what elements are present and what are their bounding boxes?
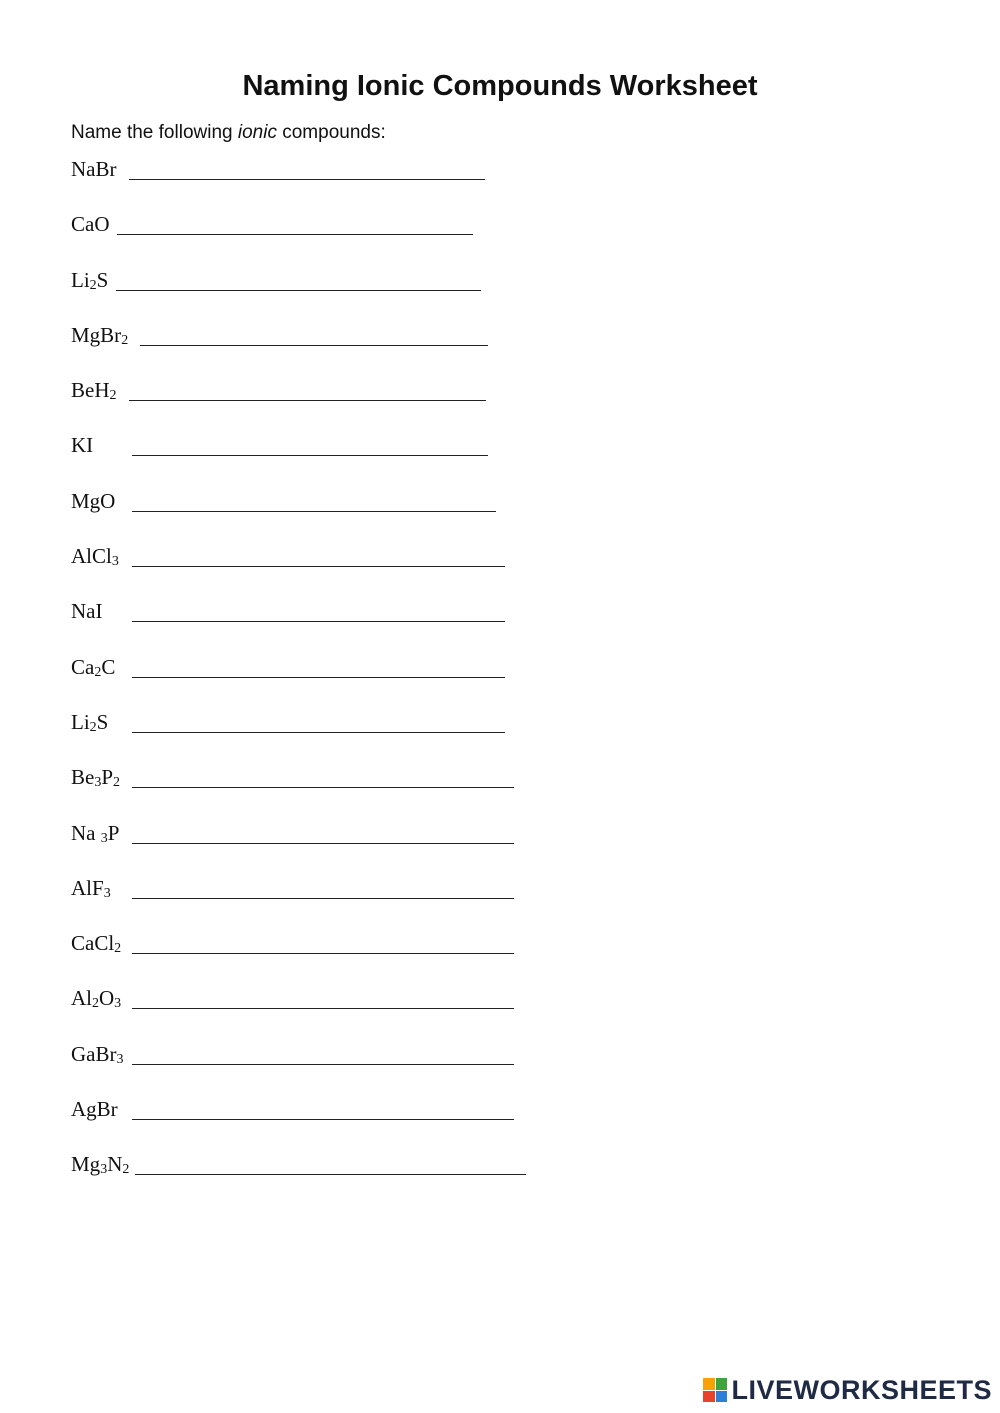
compound-item	[71, 156, 129, 211]
formula-subscript: 3	[100, 830, 108, 846]
answer-blank[interactable]	[117, 234, 473, 235]
formula-symbol: P	[101, 765, 114, 790]
compound-item	[71, 322, 129, 377]
compound-item	[71, 432, 129, 487]
formula-symbol: NaI	[71, 599, 103, 624]
formula-symbol: Li	[71, 709, 90, 734]
compound-item	[71, 543, 129, 598]
logo-square	[703, 1391, 715, 1403]
compound-formula	[71, 432, 93, 458]
compound-item	[71, 211, 129, 266]
answer-blank[interactable]	[140, 345, 488, 346]
answer-blank[interactable]	[132, 787, 514, 788]
formula-subscript: 3	[116, 1051, 124, 1067]
liveworksheets-mark-icon	[703, 1378, 727, 1402]
formula-subscript: 3	[94, 775, 102, 791]
logo-square	[716, 1378, 728, 1390]
compound-formula	[71, 156, 117, 182]
formula-subscript: 2	[92, 996, 99, 1012]
answer-blank[interactable]	[132, 953, 514, 954]
compound-formula	[71, 322, 128, 348]
compound-formula	[71, 820, 119, 846]
formula-subscript: 2	[89, 719, 97, 735]
answer-blank[interactable]	[129, 400, 486, 401]
formula-symbol: MgO	[71, 488, 116, 513]
formula-symbol: S	[96, 709, 109, 734]
compound-formula	[71, 1151, 129, 1177]
compound-formula	[71, 488, 115, 514]
compound-item	[71, 820, 129, 875]
compound-item	[71, 1041, 129, 1096]
compound-item	[71, 267, 129, 322]
compound-formula	[71, 875, 111, 901]
answer-blank[interactable]	[132, 732, 505, 733]
formula-subscript: 2	[121, 332, 129, 348]
formula-symbol: O	[99, 986, 115, 1011]
formula-symbol: AgBr	[71, 1097, 118, 1122]
formula-symbol: AlCl	[71, 544, 112, 569]
answer-blank[interactable]	[129, 179, 485, 180]
answer-blank[interactable]	[132, 677, 505, 678]
formula-symbol: KI	[71, 433, 94, 458]
compound-item	[71, 764, 129, 819]
compound-item	[71, 1151, 129, 1206]
compound-formula	[71, 764, 120, 790]
formula-symbol: P	[107, 820, 120, 845]
formula-symbol: MgBr	[71, 322, 122, 347]
compound-formula	[71, 1041, 124, 1067]
formula-subscript: 3	[114, 996, 122, 1012]
answer-blank[interactable]	[132, 511, 496, 512]
formula-subscript: 3	[100, 1162, 108, 1178]
compound-formula	[71, 985, 121, 1011]
compound-formula	[71, 211, 110, 237]
answer-blank[interactable]	[135, 1174, 526, 1175]
answer-blank[interactable]	[132, 1064, 514, 1065]
logo-square	[716, 1391, 728, 1403]
worksheet-title: Naming Ionic Compounds Worksheet	[242, 70, 758, 102]
formula-subscript: 2	[89, 277, 97, 293]
compound-item	[71, 985, 129, 1040]
answer-blank[interactable]	[132, 1008, 514, 1009]
compound-item	[71, 377, 129, 432]
answer-blank[interactable]	[132, 1119, 514, 1120]
formula-subscript: 2	[109, 388, 117, 404]
answer-blank[interactable]	[132, 621, 505, 622]
compound-formula	[71, 930, 121, 956]
compound-formula	[71, 598, 102, 624]
formula-symbol: C	[101, 654, 116, 679]
answer-blank[interactable]	[132, 898, 514, 899]
formula-subscript: 3	[103, 885, 111, 901]
formula-symbol: AlF	[71, 875, 104, 900]
instructions-text: Name the following	[71, 122, 238, 143]
instructions-emphasis: ionic	[237, 122, 277, 143]
formula-symbol: Na	[71, 820, 101, 845]
compound-list	[71, 156, 129, 1207]
compound-formula	[71, 709, 108, 735]
formula-symbol: N	[107, 1152, 123, 1177]
formula-subscript: 2	[94, 664, 102, 680]
liveworksheets-logo	[703, 1375, 992, 1405]
formula-symbol: GaBr	[71, 1041, 117, 1066]
formula-symbol: Li	[71, 267, 90, 292]
compound-item	[71, 488, 129, 543]
instructions	[71, 122, 386, 144]
answer-blank[interactable]	[132, 455, 488, 456]
formula-subscript: 2	[114, 941, 122, 957]
answer-blank[interactable]	[116, 290, 481, 291]
formula-symbol: CaO	[71, 212, 110, 237]
formula-subscript: 2	[113, 775, 121, 791]
compound-item	[71, 875, 129, 930]
compound-formula	[71, 1096, 118, 1122]
formula-symbol: Be	[71, 765, 95, 790]
formula-symbol: Al	[71, 986, 92, 1011]
answer-blank[interactable]	[132, 566, 505, 567]
formula-symbol: BeH	[71, 378, 110, 403]
formula-subscript: 3	[111, 554, 119, 570]
compound-item	[71, 654, 129, 709]
instructions-text-end: compounds:	[276, 122, 386, 143]
compound-formula	[71, 377, 117, 403]
compound-formula	[71, 267, 108, 293]
compound-formula	[71, 654, 115, 680]
logo-square	[703, 1378, 715, 1390]
formula-symbol: S	[96, 267, 109, 292]
formula-symbol: Ca	[71, 654, 95, 679]
formula-symbol: Mg	[71, 1152, 101, 1177]
formula-subscript: 2	[122, 1162, 130, 1178]
formula-symbol: CaCl	[71, 931, 115, 956]
compound-formula	[71, 543, 119, 569]
compound-item	[71, 598, 129, 653]
formula-symbol: NaBr	[71, 157, 117, 181]
brand-name: LIVEWORKSHEETS	[731, 1374, 992, 1405]
compound-item	[71, 709, 129, 764]
compound-item	[71, 930, 129, 985]
compound-item	[71, 1096, 129, 1151]
answer-blank[interactable]	[132, 843, 514, 844]
